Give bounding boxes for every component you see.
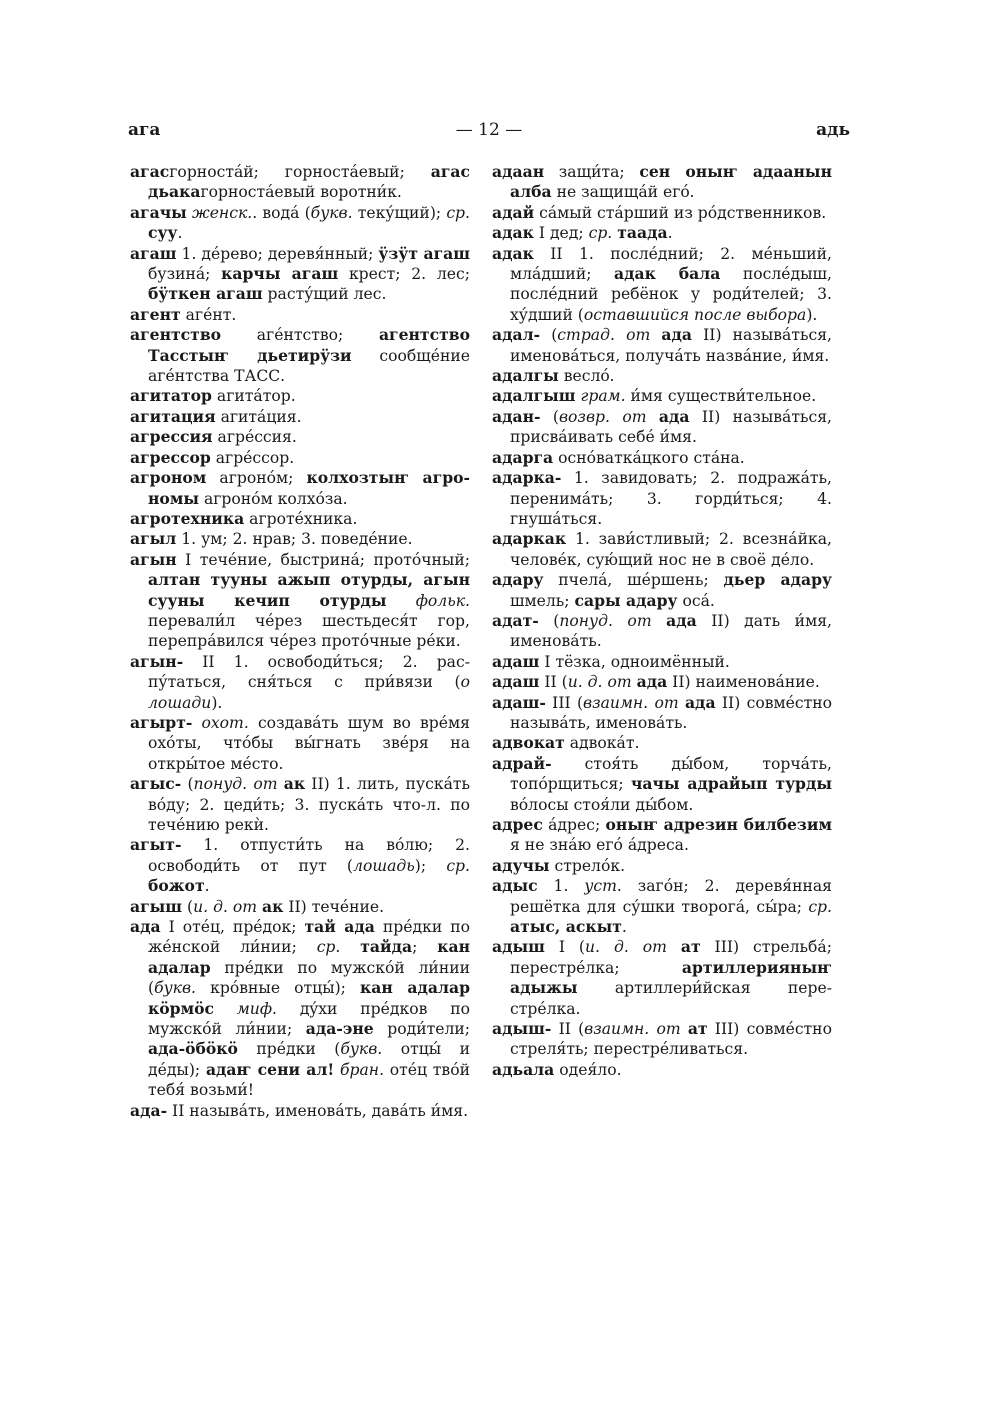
headword: адай bbox=[492, 202, 535, 222]
entry-text: I дед; bbox=[533, 224, 589, 243]
dictionary-entry bbox=[492, 162, 832, 203]
entry-text: III ( bbox=[545, 693, 584, 712]
entry-text: 1. завидовать; 2. подражáть, перенимáть; 3. горди́ться; 4. гнушáться. bbox=[510, 469, 832, 528]
example-phrase: атыс, аскыт bbox=[510, 917, 622, 937]
grammar-label: лошадь bbox=[353, 856, 415, 875]
headword: адат- bbox=[492, 610, 539, 630]
dictionary-entry bbox=[130, 468, 470, 509]
entry-text: адвокáт. bbox=[564, 734, 640, 753]
dictionary-entry bbox=[130, 386, 470, 406]
entry-text: пчелá, шéршень; bbox=[543, 571, 724, 590]
entry-text: горностáй; горностáевый; bbox=[169, 163, 431, 181]
entry-text: артиллери́йская перестрéлка. bbox=[510, 979, 832, 1018]
entry-text: я не знáю егó áдреса. bbox=[510, 836, 689, 855]
headword: адьала bbox=[492, 1059, 555, 1079]
dictionary-entry bbox=[492, 386, 832, 406]
entry-text: 1. зави́стливый; 2. всезнáйка, человéк, сую́щий нос не в своё дéло. bbox=[510, 530, 832, 569]
grammar-label: ср. bbox=[446, 203, 471, 222]
entry-text: агротéхника. bbox=[244, 509, 358, 528]
example-phrase: ада-эне bbox=[305, 1019, 374, 1039]
dictionary-entry bbox=[130, 652, 470, 713]
dictionary-entry bbox=[492, 366, 832, 386]
entry-text: 1. ум; 2. нрав; 3. поведéние. bbox=[176, 530, 413, 549]
entry-text: III) совмéстно стреля́ть; перестрéливаться. bbox=[510, 1020, 832, 1059]
example-phrase: адак бала bbox=[613, 264, 721, 284]
dictionary-entry bbox=[492, 876, 832, 937]
entry-text bbox=[681, 1020, 688, 1038]
entry-text: агронóм колхóза. bbox=[199, 489, 348, 508]
dictionary-entry bbox=[492, 733, 832, 753]
headword: агыт- bbox=[130, 835, 182, 855]
headword: адучы bbox=[492, 855, 550, 875]
entry-text: ( bbox=[181, 775, 194, 794]
example-phrase: ада bbox=[661, 325, 692, 345]
grammar-label: возвр. от bbox=[558, 407, 647, 426]
dictionary-entry bbox=[130, 529, 470, 549]
entry-text: II ( bbox=[539, 673, 568, 692]
headword: адрес bbox=[492, 815, 543, 834]
entry-text: перевали́л чéрез шестьдеся́т гор, перепрáвился чéрез протóчные рéки. bbox=[148, 611, 470, 651]
header-guide-word-left: ага bbox=[128, 120, 161, 140]
entry-text: и́мя существи́тельное. bbox=[625, 387, 817, 406]
entry-text: II) наименовáние. bbox=[667, 673, 820, 692]
left-column bbox=[130, 162, 470, 1121]
dictionary-entry bbox=[130, 203, 470, 244]
example-phrase: ада bbox=[666, 610, 697, 630]
dictionary-entry bbox=[492, 448, 832, 468]
entry-text: агрéссия. bbox=[212, 428, 297, 447]
dictionary-entry bbox=[130, 325, 470, 386]
dictionary-entry bbox=[130, 427, 470, 447]
entry-text: II 1. послéдний; 2. мéньший, млáдший; bbox=[510, 244, 832, 284]
dictionary-entry bbox=[492, 570, 832, 611]
entry-text: агрéссор. bbox=[210, 448, 295, 467]
dictionary-entry bbox=[130, 407, 470, 427]
entry-text: II ( bbox=[551, 1020, 585, 1039]
grammar-label: и. д. от bbox=[585, 938, 667, 957]
grammar-label: букв. bbox=[310, 203, 353, 222]
entry-text: ( bbox=[182, 897, 194, 916]
grammar-label: грам. bbox=[580, 387, 626, 406]
entry-text: загóн; 2. деревя́нная решётка для су́шки творогá, сы́ра; bbox=[510, 877, 832, 916]
headword: агачы bbox=[130, 202, 187, 222]
grammar-label: ср. bbox=[588, 224, 613, 243]
dictionary-entry bbox=[130, 162, 470, 203]
entry-text: I тёзка, одноимённый. bbox=[539, 652, 730, 671]
entry-text: крóвные отцы́); bbox=[196, 979, 361, 998]
grammar-label: ср. bbox=[808, 897, 832, 916]
example-phrase: ада bbox=[636, 672, 668, 692]
entry-text: вóлосы стоя́ли ды́бом. bbox=[510, 795, 694, 814]
entry-text: I отéц, прéдок; bbox=[160, 918, 305, 937]
example-phrase: колхозтыҥ агрономы bbox=[148, 468, 470, 508]
headword: агын- bbox=[130, 651, 184, 671]
example-phrase: ак bbox=[262, 896, 284, 916]
entry-text: II 1. освободи́ться; 2. распу́таться, сня́ться с при́вязи ( bbox=[148, 652, 470, 692]
entry-text: ); bbox=[414, 856, 447, 875]
headword: агитатор bbox=[130, 386, 212, 406]
headword: агырт- bbox=[130, 712, 193, 732]
example-phrase: ат bbox=[687, 1019, 708, 1039]
dictionary-entry bbox=[492, 815, 832, 856]
grammar-label: страд. от bbox=[557, 326, 651, 345]
entry-text: прéдки по жéнской ли́нии; bbox=[148, 918, 470, 957]
grammar-label: охот. bbox=[201, 713, 249, 732]
headword: ада- bbox=[130, 1100, 168, 1120]
dictionary-entry bbox=[492, 325, 832, 366]
example-phrase: агентство Тасстыҥ дьетирӱзи bbox=[148, 325, 470, 365]
entry-text: ). bbox=[211, 693, 223, 712]
entry-text: II) 1. лить, пускáть вóду; 2. цеди́ть; 3. пускáть что-л. по течéнию рекѝ. bbox=[148, 775, 470, 834]
headword: агыс- bbox=[130, 774, 182, 794]
example-phrase: сары адару bbox=[574, 590, 678, 610]
entry-text: агитáция. bbox=[215, 407, 302, 426]
entry-text bbox=[652, 612, 667, 630]
entry-text bbox=[650, 326, 661, 344]
headword: агыш bbox=[130, 896, 183, 916]
dictionary-entry bbox=[130, 550, 470, 652]
headword: адалгыш bbox=[492, 386, 576, 406]
example-phrase: суу bbox=[148, 223, 178, 243]
dictionary-entry bbox=[492, 529, 832, 570]
entry-text: сообщéние агéнтства ТАСС. bbox=[148, 346, 470, 386]
headword: адаш bbox=[492, 651, 540, 671]
headword: адал- bbox=[492, 325, 541, 345]
entry-text: шмель; bbox=[510, 591, 575, 610]
example-phrase: ада bbox=[658, 406, 690, 426]
dictionary-entry bbox=[492, 407, 832, 448]
dictionary-entry bbox=[130, 305, 470, 325]
entry-text: прéдки по мужскóй ли́нии ( bbox=[148, 958, 470, 998]
entry-text: дýхи прéдков по мужскóй ли́нии; bbox=[148, 999, 470, 1039]
dictionary-entry bbox=[492, 652, 832, 672]
right-column bbox=[492, 162, 832, 1080]
dictionary-entry bbox=[492, 937, 832, 1019]
headword: адарка- bbox=[492, 468, 562, 488]
example-phrase: сен оныҥ адаанын алба bbox=[510, 162, 832, 202]
example-phrase: алтан тууны ажып отурды, агын сууны кечип отурды bbox=[148, 570, 470, 610]
headword: адалгы bbox=[492, 366, 559, 386]
entry-text: ( bbox=[538, 611, 560, 630]
entry-text: II) совмéстно называ́ть, именовáть. bbox=[510, 693, 832, 732]
entry-text: отéц твóй тебя́ возьми́! bbox=[148, 1060, 470, 1100]
headword: адрай- bbox=[492, 753, 552, 773]
dictionary-entry bbox=[492, 223, 832, 243]
example-phrase: божот bbox=[148, 876, 205, 896]
grammar-label: женск. bbox=[186, 203, 253, 222]
entry-text: ). bbox=[806, 305, 818, 324]
entry-text: защи́та; bbox=[544, 163, 640, 181]
headword: адарга bbox=[492, 447, 554, 467]
headword: адан- bbox=[492, 406, 541, 426]
entry-text: II) называ́ться, присвáивать себé и́мя. bbox=[510, 407, 832, 447]
entry-text: . bbox=[177, 224, 183, 243]
headword: адыш bbox=[492, 937, 545, 957]
entry-text: áдрес; bbox=[542, 816, 606, 834]
entry-text: одея́ло. bbox=[554, 1060, 622, 1079]
example-phrase: ада-ӧбӧкӧ bbox=[148, 1039, 238, 1059]
entry-text: теку́щий); bbox=[352, 203, 447, 222]
entry-text: агитáтор. bbox=[211, 387, 296, 406]
entry-text: 1. bbox=[537, 877, 585, 896]
example-phrase: оныҥ адрезин билбезим bbox=[605, 815, 832, 834]
dictionary-entry bbox=[492, 468, 832, 529]
entry-text: веслó. bbox=[558, 367, 615, 386]
grammar-label: и. д. от bbox=[193, 897, 258, 916]
headword: адаш- bbox=[492, 692, 546, 712]
headword: адвокат bbox=[492, 733, 565, 753]
dictionary-entry bbox=[492, 611, 832, 652]
entry-text: I течéние, быстринá; протóчный; bbox=[176, 550, 470, 569]
entry-text: расту́щий лес. bbox=[262, 285, 387, 304]
headword: адаан bbox=[492, 162, 545, 181]
grammar-label: понуд. от bbox=[559, 611, 652, 630]
grammar-label: о лошади bbox=[148, 673, 470, 712]
example-phrase: таада bbox=[617, 223, 668, 243]
grammar-label: букв. bbox=[154, 979, 197, 998]
entry-text: роди́тели; bbox=[373, 1020, 471, 1039]
example-phrase: кан адалар bbox=[148, 937, 470, 977]
headword: агын bbox=[130, 549, 177, 569]
headword: адару bbox=[492, 570, 544, 590]
headword: агитация bbox=[130, 406, 216, 426]
entry-text: II) называ́ться, именовáться, получáть назвáние, и́мя. bbox=[510, 326, 832, 365]
dictionary-entry bbox=[130, 509, 470, 529]
grammar-label: оставшийся после выбора bbox=[583, 305, 807, 324]
entry-text: агéнт. bbox=[180, 305, 237, 324]
example-phrase: ада bbox=[684, 692, 716, 712]
entry-text: III) стрельбá; перестрéлка; bbox=[510, 938, 832, 977]
entry-text: не защищáй егó. bbox=[551, 183, 695, 202]
entry-text: . bbox=[667, 224, 673, 243]
dictionary-entry bbox=[130, 244, 470, 305]
headword: адыш- bbox=[492, 1019, 552, 1039]
headword: адак bbox=[492, 243, 534, 263]
headword: адыс bbox=[492, 876, 538, 896]
example-phrase: ак bbox=[283, 774, 306, 794]
headword: агротехника bbox=[130, 508, 245, 528]
grammar-label: ср. bbox=[446, 856, 471, 875]
entry-text: . bbox=[204, 877, 210, 896]
grammar-label: и. д. от bbox=[567, 673, 632, 692]
headword: агентство bbox=[130, 325, 222, 345]
headword: агаш bbox=[130, 243, 177, 263]
dictionary-entry bbox=[130, 774, 470, 835]
entry-text: крест; 2. лес; bbox=[338, 265, 470, 284]
dictionary-entry bbox=[492, 856, 832, 876]
entry-text: агéнтство; bbox=[221, 326, 379, 345]
dictionary-entry bbox=[130, 917, 470, 1101]
dictionary-entry bbox=[130, 448, 470, 468]
example-phrase: карчы агаш bbox=[221, 264, 339, 284]
dictionary-entry bbox=[130, 835, 470, 896]
headword: адаш bbox=[492, 672, 540, 692]
dictionary-entry bbox=[492, 1060, 832, 1080]
entry-text: ( bbox=[540, 407, 559, 426]
example-phrase: бӱткен агаш bbox=[148, 284, 263, 304]
entry-text: оснóваткáцкого стáна. bbox=[553, 448, 745, 467]
grammar-label: понуд. от bbox=[193, 775, 278, 794]
entry-text: прéдки ( bbox=[237, 1040, 341, 1059]
dictionary-entry bbox=[492, 203, 832, 223]
headword: агас bbox=[130, 162, 170, 181]
example-phrase: тайда bbox=[360, 937, 413, 957]
entry-text bbox=[340, 938, 360, 956]
headword: агроном bbox=[130, 468, 207, 488]
example-phrase: адаҥ сени ал! bbox=[205, 1059, 335, 1079]
example-phrase: кан адалар кӧрмӧс bbox=[148, 978, 471, 1018]
headword: адак bbox=[492, 223, 534, 243]
example-phrase: ӱзӱт агаш bbox=[378, 243, 471, 263]
headword: агент bbox=[130, 304, 181, 324]
dictionary-entry bbox=[130, 1101, 470, 1121]
example-phrase: дьер адару bbox=[723, 570, 832, 590]
entry-text bbox=[386, 592, 415, 610]
entry-text bbox=[214, 1000, 237, 1018]
entry-text: II) течéние. bbox=[283, 897, 385, 916]
grammar-label: фольк. bbox=[415, 591, 470, 610]
entry-text: . bbox=[621, 918, 627, 937]
header-guide-word-right: адь bbox=[816, 120, 850, 140]
entry-text: I ( bbox=[544, 938, 586, 957]
entry-text: ; bbox=[412, 938, 438, 957]
example-phrase: тай ада bbox=[304, 917, 375, 937]
entry-text: ( bbox=[540, 326, 558, 345]
page-header bbox=[128, 120, 850, 144]
grammar-label: букв. bbox=[340, 1040, 383, 1059]
dictionary-entry bbox=[492, 1019, 832, 1060]
entry-text: сáмый стáрший из рóдственников. bbox=[534, 203, 827, 222]
headword: агрессор bbox=[130, 447, 211, 467]
grammar-label: уст. bbox=[584, 877, 622, 896]
dictionary-entry bbox=[130, 897, 470, 917]
grammar-label: ср. bbox=[316, 938, 341, 957]
grammar-label: миф. bbox=[236, 999, 277, 1018]
dictionary-entry bbox=[492, 754, 832, 815]
entry-text: осá. bbox=[677, 591, 715, 610]
example-phrase: артиллерияныҥ адыжы bbox=[510, 957, 832, 998]
entry-text: бузинá; bbox=[148, 265, 222, 284]
headword: адаркак bbox=[492, 529, 567, 549]
dictionary-entry bbox=[492, 244, 832, 326]
entry-text: горностáевый воротни́к. bbox=[200, 183, 402, 202]
entry-text: . водá ( bbox=[252, 203, 311, 222]
entry-text: 1. отпусти́ть на вóлю; 2. освободи́ть от пут ( bbox=[148, 836, 470, 875]
example-phrase: чачы адрайып турды bbox=[631, 774, 832, 794]
entry-text: II) дать и́мя, именовáть. bbox=[510, 611, 832, 651]
entry-text: стоя́ть ды́бом, торчáть, топóрщиться; bbox=[510, 754, 832, 794]
headword: ада bbox=[130, 917, 161, 937]
entry-text: агронóм; bbox=[206, 469, 307, 488]
entry-text: отцы́ и дéды); bbox=[148, 1040, 471, 1079]
entry-text bbox=[667, 938, 681, 956]
entry-text: 1. дéрево; деревя́нный; bbox=[176, 244, 379, 263]
entry-text: создавáть шум во врéмя охóты, чтóбы вы́гнать звéря на откры́тое мéсто. bbox=[148, 713, 470, 773]
entry-text: стрелóк. bbox=[549, 856, 626, 875]
entry-text: II называ́ть, именовáть, давáть и́мя. bbox=[167, 1101, 469, 1120]
grammar-label: взаимн. от bbox=[584, 1020, 681, 1039]
dictionary-entry bbox=[492, 672, 832, 692]
headword: агрессия bbox=[130, 427, 213, 447]
entry-text bbox=[647, 408, 659, 426]
dictionary-entry bbox=[130, 713, 470, 774]
entry-text: послéдыш, послéдний ребёнок у роди́телей; 3. ху́дший ( bbox=[510, 265, 832, 324]
grammar-label: взаимн. от bbox=[583, 693, 679, 712]
dictionary-entry bbox=[492, 693, 832, 734]
grammar-label: бран. bbox=[340, 1060, 385, 1079]
example-phrase: агас дьака bbox=[148, 162, 470, 202]
example-phrase: ат bbox=[680, 937, 701, 957]
headword: агыл bbox=[130, 529, 177, 549]
page-number: — 12 — bbox=[455, 120, 523, 140]
